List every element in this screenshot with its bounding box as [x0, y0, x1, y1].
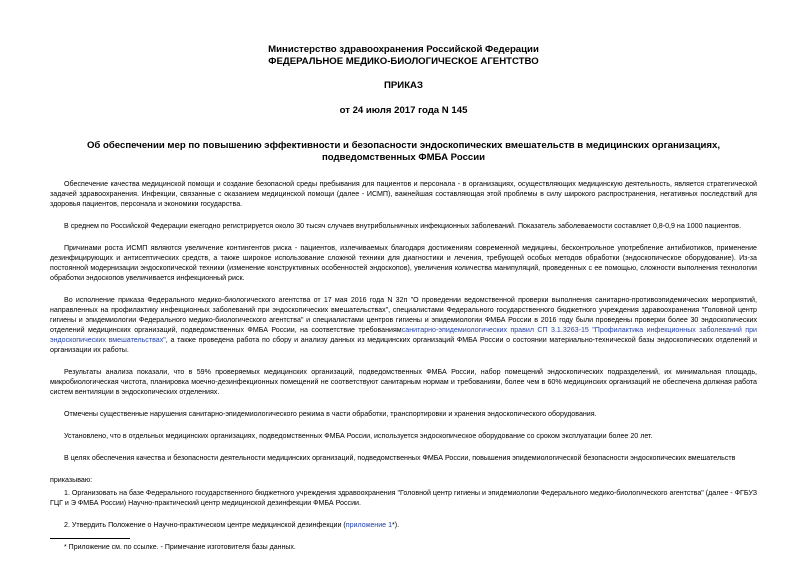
order-item-2-text-a: 2. Утвердить Положение о Научно-практическом центре медицинской дезинфекции (: [64, 521, 346, 529]
doc-title: Об обеспечении мер по повышению эффективности и безопасности эндоскопических вмешательств в медицинских организациях, подведомственных ФМБА России: [86, 140, 721, 163]
paragraph-3: Причинами роста ИСМП являются увеличение контингентов риска - пациентов, излечиваемых благодаря достижениям современной медицины, бесконтрольное употребление антибиотиков, применение дезинфицирующих и антисептических средств, а также широкое использование сложной техники для диагностики и лечения, требующей особых методов обработки (эндоскопическое оборудование). Из-за постоянной модернизации эндоскопической техники (изменение конструктивных особенностей эндоскопов), увеличения количества манипуляций, проведенных с ее помощью, сложности выполнения технологии обработки эндоскопов увеличивается инфекционный риск.: [50, 244, 757, 282]
doc-type: ПРИКАЗ: [384, 80, 423, 91]
doc-body: [50, 179, 757, 530]
order-item-1: 1. Организовать на базе Федерального государственного бюджетного учреждения здравоохранения "Головной центр гигиены и эпидемиологии Федерального медико-биологического агентства" (далее - ФГБУЗ ГЦГ и Э ФМБА России) Научно-практический центр медицинской дезинфекции ФМБА России.: [50, 489, 757, 507]
ministry-name: Министерство здравоохранения Российской Федерации: [268, 44, 539, 55]
order-verb: приказываю:: [50, 476, 93, 484]
appendix-1-link[interactable]: приложение 1: [345, 521, 393, 529]
paragraph-4-text-a: Во исполнение приказа Федерального медико-биологического агентства от 17 мая 2016 года N 32п "О проведении ведомственной проверки выполнения санитарно-противоэпидемических мероприятий, направленных на профилактику инфекционных заболеваний при эндоскопических вмешательствах", специалистами Федерального государственного бюджетного учреждения здравоохранения "Головной центр гигиены и эпидемиологии Федерального медико-биологического агентства" и специалистами центров гигиены и эпидемиологии ФМБА России в 2016 году были проведены проверки более 30 эндоскопических отделений медицинских организаций, подведомственных ФМБА России, на соответствие требованиям: [50, 296, 757, 334]
paragraph-2: В среднем по Российской Федерации ежегодно регистрируется около 30 тысяч случаев внутрибольничных инфекционных заболеваний. Показатель заболеваемости составляет 0,8-0,9 на 1000 пациентов.: [64, 222, 742, 230]
paragraph-8: В целях обеспечения качества и безопасности деятельности медицинских организаций, подведомственных ФМБА России, повышения эпидемиологической безопасности эндоскопических вмешательств: [64, 454, 736, 462]
paragraph-5: Результаты анализа показали, что в 59% проверяемых медицинских организаций, подведомственных ФМБА России, набор помещений эндоскопических подразделений, их минимальная площадь, микробиологическая чистота, планировка моечно-дезинфекционных помещений не соответствуют санитарным нормам и требованиям, более чем в 60% медицинских организаций не обеспечена должная работа систем вентиляции в эндоскопических отделениях.: [50, 368, 757, 396]
order-item-2-text-b: *).: [392, 521, 400, 529]
paragraph-6: Отмечены существенные нарушения санитарно-эпидемиологического режима в части обработки, транспортировки и хранения эндоскопического оборудования.: [64, 410, 597, 418]
agency-name: ФЕДЕРАЛЬНОЕ МЕДИКО-БИОЛОГИЧЕСКОЕ АГЕНТСТВО: [268, 55, 539, 67]
doc-date-number: от 24 июля 2017 года N 145: [339, 104, 468, 116]
paragraph-7: Установлено, что в отдельных медицинских организациях, подведомственных ФМБА России, используется эндоскопическое оборудование со сроком эксплуатации более 20 лет.: [64, 432, 653, 440]
paragraph-4-text-b: , а также проведена работа по сбору и анализу данных из медицинских организаций ФМБА России о состоянии материально-технической базы эндоскопических отделений и организации их работы.: [50, 336, 757, 354]
order-item-2: [50, 520, 757, 530]
sanpin-link[interactable]: санитарно-эпидемиологических правил СП 3.1.3263-15 "Профилактика инфекционных заболеваний при эндоскопических вмешательствах": [50, 326, 757, 344]
footnote-divider: [50, 538, 130, 539]
paragraph-4: [50, 295, 757, 355]
paragraph-1: Обеспечение качества медицинской помощи и создание безопасной среды пребывания для пациентов и персонала - в организациях, осуществляющих медицинскую деятельность, является стратегической задачей здравоохранения. Инфекции, связанные с оказанием медицинской помощи (далее - ИСМП), важнейшая составляющая этой проблемы в силу широкого распространения, негативных последствий для здоровья пациентов, персонала и экономики государства.: [50, 180, 757, 208]
footnote: * Приложение см. по ссылке. - Примечание изготовителя базы данных.: [64, 544, 296, 551]
